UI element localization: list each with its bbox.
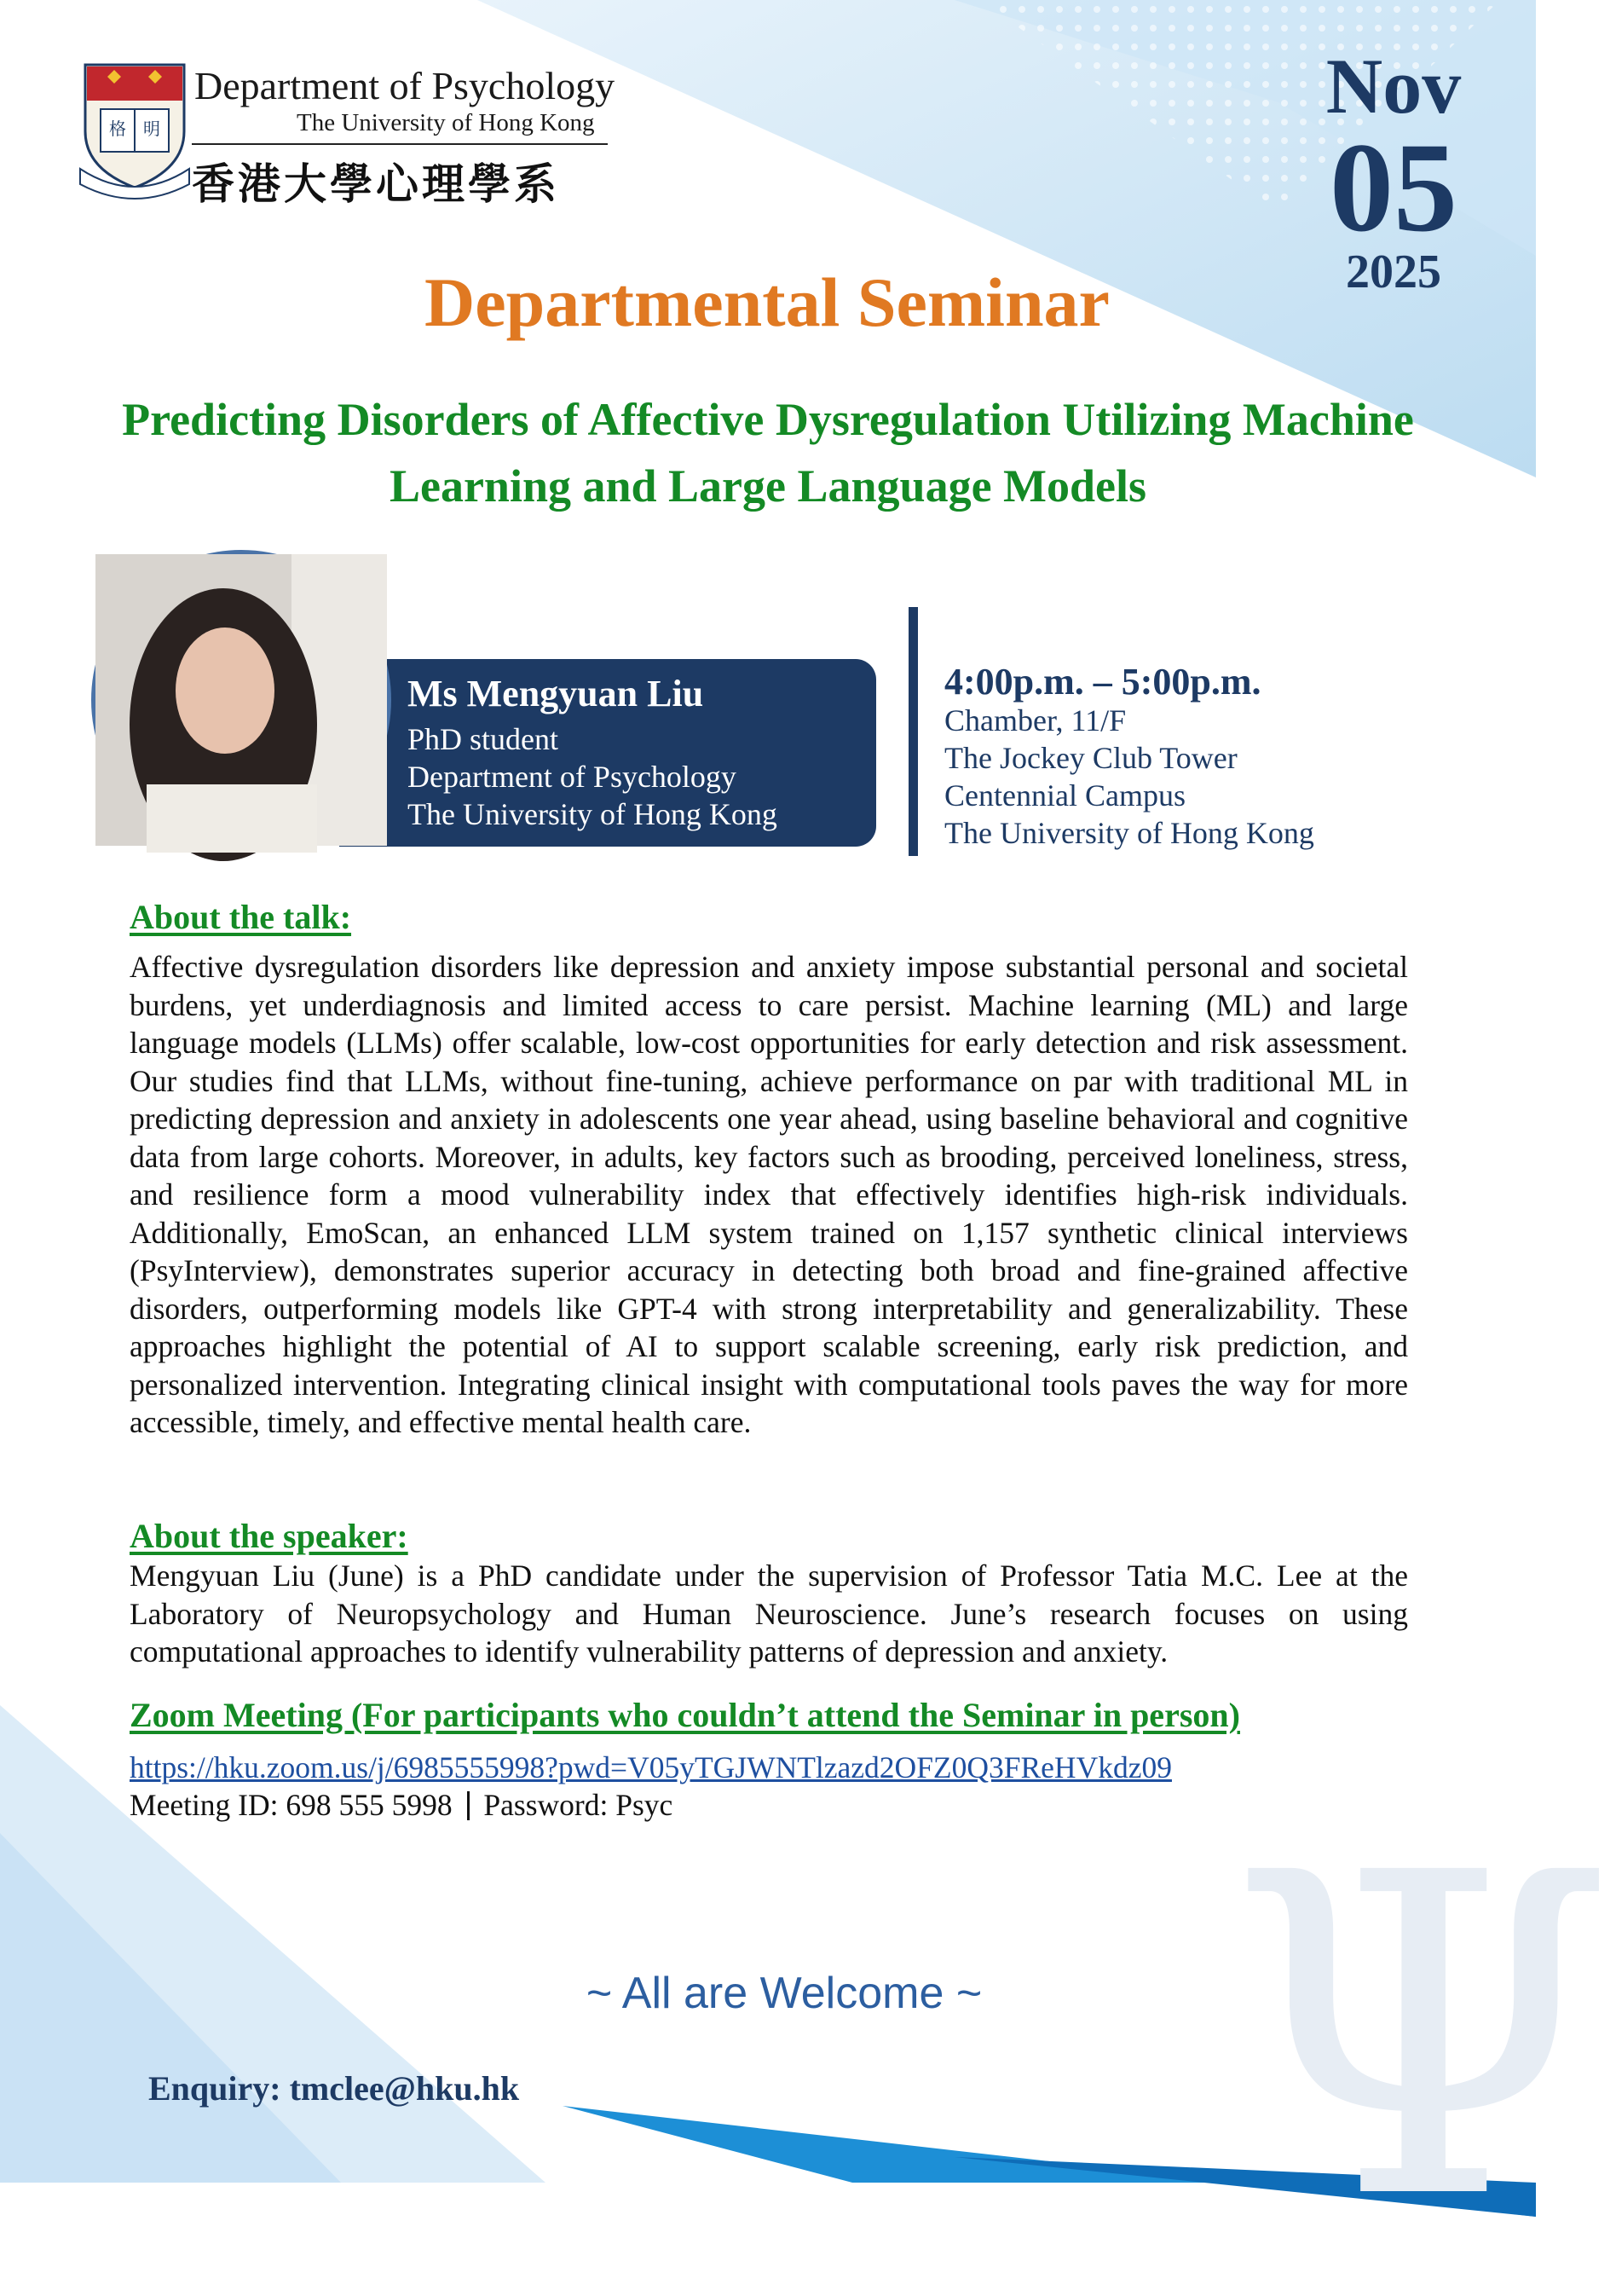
talk-abstract: Affective dysregulation disorders like depression and anxiety impose substantial personal and societal burdens, yet underdiagnosis and limited access to care persist. Machine learning (ML) and large language models (LLMs) offer scalable, low-cost opportunities for early detection and risk assessment. Our studies find that LLMs, without fine-tuning, achieve performance on par with traditional ML in predicting depression and anxiety in adolescents one year ahead, using baseline behavioral and cognitive data from large cohorts. Moreover, in adults, key factors such as brooding, perceived loneliness, stress, and resilience form a mood vulnerability index that effectively identifies high-risk individuals. Additionally, EmoScan, an enhanced LLM system trained on 1,157 synthetic clinical interviews (PsyInterview), demonstrates superior accuracy in detecting both broad and fine-grained affective disorders, outperforming models like GPT-4 with strong interpretability and generalizability. These approaches highlight the potential of AI to support scalable screening, early risk prediction, and personalized intervention. Integrating clinical insight with computational tools paves the way for more accessible, timely, and effective mental health care. (130, 950, 1408, 1439)
venue-line: The University of Hong Kong (944, 816, 1314, 850)
enquiry-contact: Enquiry: tmclee@hku.hk (148, 2069, 520, 2108)
speaker-bio: Mengyuan Liu (June) is a PhD candidate under the supervision of Professor Tatia M.C. Lee at the Laboratory of Neuropsychology and Human Neuroscience. June’s research focuses on using computational approaches to identify vulnerability patterns of depression and anxiety. (130, 1559, 1408, 1669)
chinese-department-name: 香港大學心理學系 (192, 159, 560, 209)
header-divider (192, 143, 608, 145)
venue-line: The Jockey Club Tower (944, 741, 1238, 775)
welcome-message: ~ All are Welcome ~ (586, 1969, 983, 2018)
speaker-photo (91, 550, 391, 850)
speaker-role: PhD student (407, 722, 559, 756)
meeting-password: Password: Psyc (483, 1788, 673, 1822)
speaker-department: Department of Psychology (407, 760, 736, 794)
venue-line: Chamber, 11/F (944, 703, 1127, 737)
university-name: The University of Hong Kong (297, 109, 595, 136)
date-year: 2025 (1346, 246, 1441, 298)
about-speaker-heading: About the speaker: (130, 1517, 408, 1555)
meeting-id: Meeting ID: 698 555 5998 (130, 1788, 453, 1822)
department-name: Department of Psychology (194, 64, 615, 107)
talk-title: Predicting Disorders of Affective Dysregulation Utilizing Machine Learning and Large Language Models (122, 394, 1414, 512)
svg-text:明: 明 (143, 119, 160, 139)
speaker-university: The University of Hong Kong (407, 797, 777, 831)
psi-watermark: Ψ (1227, 1779, 1616, 2296)
date-month: Nov (1325, 43, 1462, 130)
venue-line: Centennial Campus (944, 778, 1186, 813)
date-day: 05 (1330, 117, 1457, 258)
hku-crest-logo (75, 60, 194, 196)
zoom-heading: Zoom Meeting (For participants who couldn’t attend the Seminar in person) (130, 1696, 1240, 1734)
schedule-divider (909, 607, 918, 856)
seminar-title: Departmental Seminar (424, 263, 1110, 341)
speaker-name: Ms Mengyuan Liu (407, 673, 704, 714)
meeting-info-separator (467, 1791, 470, 1820)
meeting-info (130, 1787, 672, 1823)
svg-text:格: 格 (109, 119, 126, 139)
zoom-link[interactable]: https://hku.zoom.us/j/6985555998?pwd=V05yTGJWNTlzazd2OFZ0Q3FReHVkdz09 (130, 1750, 1172, 1784)
about-talk-heading: About the talk: (130, 898, 352, 936)
seminar-time: 4:00p.m. – 5:00p.m. (944, 661, 1261, 703)
